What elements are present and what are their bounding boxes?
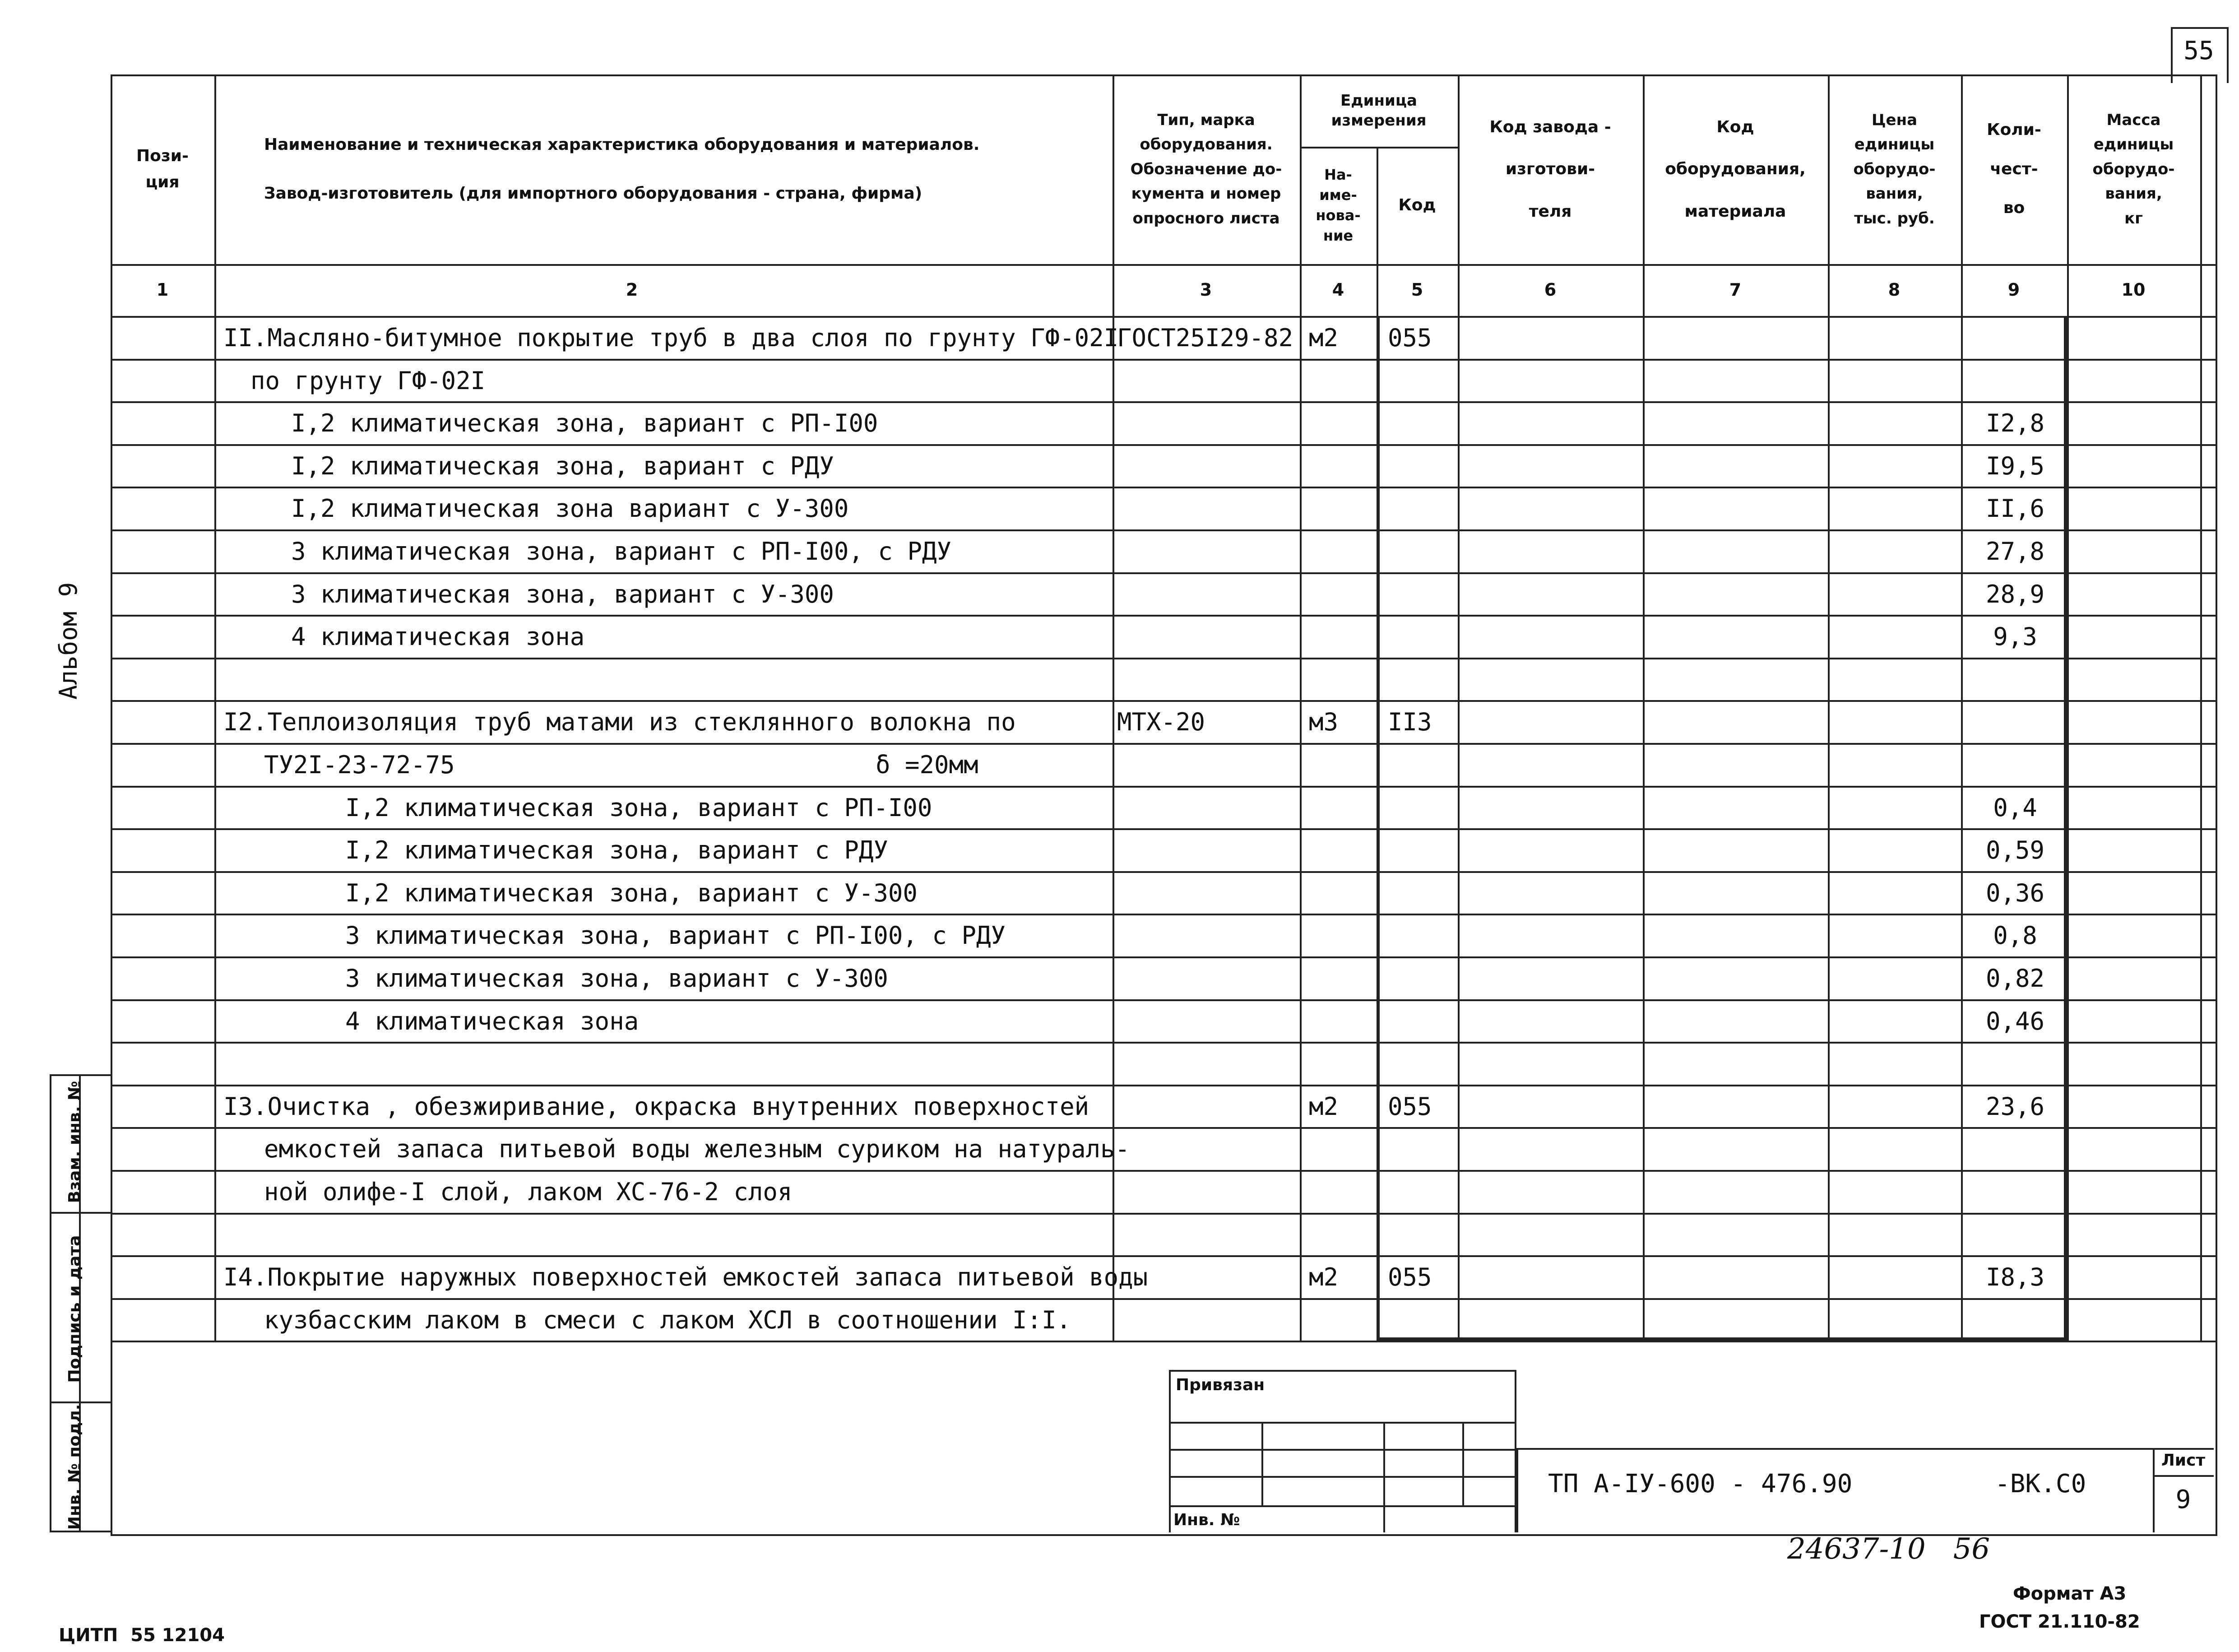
- row-divider: [111, 1127, 2216, 1129]
- header-mass: Масса единицы оборудо- вания, кг: [2092, 111, 2175, 227]
- row-unit: м2: [1309, 1263, 1339, 1291]
- row-qty: II,6: [1985, 494, 2045, 523]
- header-price: Цена единицы оборудо- вания, тыс. руб.: [1853, 111, 1936, 227]
- col-number-1: 1: [156, 280, 169, 300]
- side-label-podpis: Подпись и дата: [65, 1235, 84, 1383]
- row-divider: [111, 1085, 2216, 1086]
- row-name: I,2 климатическая зона, вариант с У-300: [345, 879, 918, 907]
- row-name: кузбасским лаком в смеси с лаком ХСЛ в соотношении I:I.: [264, 1306, 1071, 1334]
- row-qty: 23,6: [1985, 1092, 2045, 1121]
- row-qty: 0,8: [1993, 921, 2037, 950]
- doc-suffix: -ВК.С0: [1995, 1469, 2086, 1499]
- album-label: Альбом 9: [54, 582, 83, 700]
- col-number-6: 6: [1544, 280, 1557, 300]
- row-name: I3.Очистка , обезжиривание, окраска внутренних поверхностей: [223, 1092, 1089, 1121]
- row-code: II3: [1388, 708, 1432, 736]
- row-extra: δ =20мм: [876, 751, 978, 779]
- row-name: 3 климатическая зона, вариант с РП-I00, с РДУ: [345, 921, 1006, 950]
- row-divider: [111, 1341, 2216, 1342]
- row-unit: м2: [1309, 1092, 1339, 1121]
- row-divider: [111, 1170, 2216, 1172]
- row-name: 3 климатическая зона, вариант с У-300: [291, 580, 834, 608]
- row-name: I2.Теплоизоляция труб матами из стеклянного волокна по: [223, 708, 1016, 736]
- row-qty: I9,5: [1985, 452, 2045, 480]
- row-name: ной олифе-I слой, лаком ХС-76-2 слоя: [264, 1178, 793, 1206]
- row-unit: м3: [1309, 708, 1339, 736]
- row-code: 055: [1388, 1263, 1432, 1291]
- row-qty: 27,8: [1985, 537, 2045, 566]
- row-unit: м2: [1309, 324, 1339, 352]
- row-name: I4.Покрытие наружных поверхностей емкостей запаса питьевой воды: [223, 1263, 1148, 1291]
- stamp-privyazan-label: Привязан: [1176, 1376, 1265, 1394]
- row-divider: [111, 529, 2216, 531]
- col-number-4: 4: [1332, 280, 1344, 300]
- col-number-10: 10: [2121, 280, 2146, 300]
- row-qty: 0,46: [1985, 1007, 2045, 1035]
- row-name: I,2 климатическая зона, вариант с РДУ: [345, 836, 888, 864]
- header-name: Наименование и техническая характеристика оборудования и материалов. Завод-изготовитель (для импортного оборудования - страна, фирма): [264, 135, 980, 203]
- header-equipment-code: Код оборудования, материала: [1665, 117, 1806, 221]
- row-name: емкостей запаса питьевой воды железным суриком на натураль-: [264, 1135, 1130, 1163]
- row-qty: 0,4: [1993, 794, 2037, 822]
- row-name: 4 климатическая зона: [345, 1007, 639, 1035]
- col-number-3: 3: [1200, 280, 1212, 300]
- row-divider: [111, 359, 2216, 361]
- row-qty: I8,3: [1985, 1263, 2045, 1291]
- row-divider: [111, 615, 2216, 617]
- row-code: 055: [1388, 324, 1432, 352]
- row-divider: [111, 1042, 2216, 1044]
- row-divider: [111, 956, 2216, 958]
- row-divider: [111, 914, 2216, 915]
- col-number-9: 9: [2007, 280, 2020, 300]
- row-name: 3 климатическая зона, вариант с У-300: [345, 964, 888, 993]
- header-position: Пози- ция: [136, 147, 189, 191]
- handwritten-number: 24637-10 56: [1787, 1532, 1990, 1566]
- side-label-vzam: Взам. инв. №: [65, 1081, 84, 1203]
- row-name: по грунту ГФ-02I: [250, 367, 486, 395]
- header-factory-code: Код завода - изготови- теля: [1489, 117, 1611, 221]
- row-divider: [111, 786, 2216, 788]
- row-qty: 28,9: [1985, 580, 2045, 608]
- row-divider: [111, 700, 2216, 702]
- col-number-8: 8: [1888, 280, 1901, 300]
- row-name: 3 климатическая зона, вариант с РП-I00, с РДУ: [291, 537, 951, 566]
- header-unit: Единица измерения: [1331, 91, 1427, 130]
- row-divider: [111, 658, 2216, 659]
- header-quantity: Коли- чест- во: [1987, 121, 2041, 218]
- row-divider: [111, 828, 2216, 830]
- row-code: 055: [1388, 1092, 1432, 1121]
- header-type: Тип, марка оборудования. Обозначение до- кумента и номер опросного листа: [1130, 111, 1282, 227]
- row-qty: 0,82: [1985, 964, 2045, 993]
- row-name: I,2 климатическая зона, вариант с РДУ: [291, 452, 834, 480]
- col-number-2: 2: [626, 280, 638, 300]
- sheet-label: Лист: [2161, 1451, 2206, 1470]
- row-qty: I2,8: [1985, 409, 2045, 437]
- col-number-7: 7: [1729, 280, 1742, 300]
- header-unit-name: На- име- нова- ние: [1316, 166, 1361, 244]
- row-divider: [111, 487, 2216, 488]
- citp-label: ЦИТП 55 12104: [59, 1625, 225, 1646]
- row-qty: 0,36: [1985, 879, 2045, 907]
- row-divider: [111, 572, 2216, 574]
- row-doc: МТХ-20: [1117, 708, 1205, 736]
- row-divider: [111, 743, 2216, 745]
- row-name: I,2 климатическая зона, вариант с РП-I00: [345, 794, 932, 822]
- row-name: ТУ2I-23-72-75: [264, 751, 455, 779]
- row-divider: [111, 444, 2216, 446]
- side-label-inv-podl: Инв. № подл.: [65, 1404, 84, 1530]
- stamp-inv-no: Инв. №: [1173, 1511, 1240, 1529]
- row-doc: ГОСТ25I29-82: [1117, 324, 1293, 352]
- row-divider: [111, 1255, 2216, 1257]
- row-divider: [111, 871, 2216, 873]
- row-name: 4 климатическая зона: [291, 622, 585, 651]
- format-label: Формат А3: [2013, 1583, 2127, 1604]
- row-qty: 9,3: [1993, 622, 2037, 651]
- row-divider: [111, 401, 2216, 403]
- doc-code: ТП А-IУ-600 - 476.90: [1548, 1469, 1853, 1499]
- row-divider: [111, 1298, 2216, 1300]
- header-unit-code: Код: [1398, 196, 1436, 215]
- sheet-number: 9: [2175, 1485, 2191, 1514]
- row-qty: 0,59: [1985, 836, 2045, 864]
- stamp-privyazan: [1169, 1370, 1516, 1532]
- row-name: I,2 климатическая зона, вариант с РП-I00: [291, 409, 878, 437]
- col-number-5: 5: [1411, 280, 1423, 300]
- row-name: I,2 климатическая зона вариант с У-300: [291, 494, 849, 523]
- page-number: 55: [2183, 36, 2214, 65]
- row-divider: [111, 999, 2216, 1001]
- row-divider: [111, 1213, 2216, 1215]
- row-name: II.Масляно-битумное покрытие труб в два слоя по грунту ГФ-02I: [223, 324, 1119, 352]
- gost-label: ГОСТ 21.110-82: [1979, 1611, 2140, 1632]
